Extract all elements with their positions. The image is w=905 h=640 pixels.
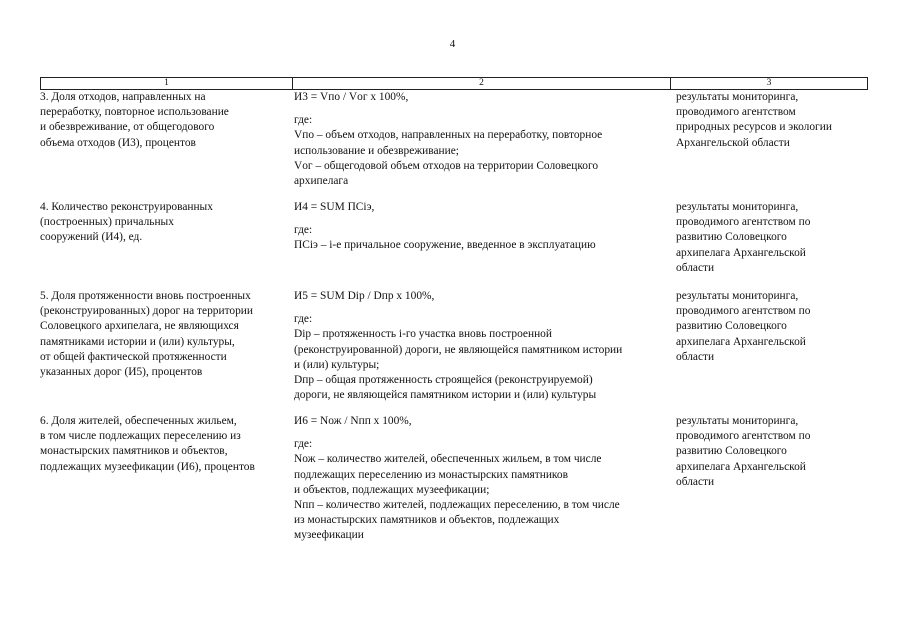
formula-where-line: Nож – количество жителей, обеспеченных жильем, в том числе [294, 453, 602, 466]
source-text-line: результаты мониторинга, [676, 415, 799, 427]
source-cell [676, 414, 866, 490]
indicator-text-line: 4. Количество реконструированных [40, 201, 213, 213]
table-header-col-3: 3 [670, 78, 867, 89]
formula-where-line: подлежащих переселению из монастырских памятников [294, 468, 568, 481]
formula-where-line: Vог – общегодовой объем отходов на территории Соловецкого [294, 159, 599, 172]
source-cell [676, 289, 866, 365]
formula-cell [294, 289, 672, 403]
source-text-line: архипелага Архангельской [676, 460, 806, 473]
formula-where-line: Dпр – общая протяженность строящейся (реконструируемой) [294, 374, 593, 387]
indicator-text-line: (реконструированных) дорог на территории [40, 305, 253, 318]
table-header-col-2: 2 [292, 78, 670, 89]
source-text-line: результаты мониторинга, [676, 201, 799, 213]
indicator-text-line: 3. Доля отходов, направленных на [40, 91, 206, 103]
source-text-line: результаты мониторинга, [676, 290, 799, 302]
source-text-line: развитию Соловецкого [676, 320, 787, 333]
indicator-cell [40, 289, 290, 380]
indicator-text-line: 5. Доля протяженности вновь построенных [40, 290, 251, 302]
formula-cell [294, 414, 672, 544]
source-text-line: области [676, 261, 715, 274]
indicator-text-line: указанных дорог (И5), процентов [40, 366, 203, 379]
source-cell [676, 90, 866, 151]
source-text-line: проводимого агентством по [676, 430, 811, 443]
formula-where-line: использование и обезвреживание; [294, 144, 459, 157]
source-text-line: проводимого агентством по [676, 216, 811, 229]
indicator-text-line: от общей фактической протяженности [40, 350, 227, 363]
table-header-col-1: 1 [164, 78, 169, 88]
formula-where-line: где: [294, 438, 313, 451]
source-text-line: области [676, 350, 715, 363]
indicator-text-line: (построенных) причальных [40, 216, 174, 229]
indicator-text-line: объема отходов (И3), процентов [40, 136, 196, 149]
source-cell [676, 200, 866, 276]
indicator-text-line: в том числе подлежащих переселению из [40, 430, 241, 443]
formula-where-line: (реконструированной) дороги, не являющейся памятником истории [294, 343, 623, 356]
formula-where-line: где: [294, 224, 313, 237]
formula-cell [294, 200, 672, 254]
source-text-line: развитию Соловецкого [676, 445, 787, 458]
indicator-text-line: переработку, повторное использование [40, 106, 229, 119]
formula-where-line: архипелага [294, 175, 349, 188]
formula-where-line: Vпо – объем отходов, направленных на переработку, повторное [294, 129, 603, 142]
formula: И6 = Nож / Nпп х 100%, [294, 415, 412, 427]
indicator-cell [40, 90, 290, 151]
formula-where-line: Nпп – количество жителей, подлежащих переселению, в том числе [294, 499, 620, 512]
formula-where-line: и объектов, подлежащих музеефикации; [294, 483, 490, 496]
formula-where-line: где: [294, 313, 313, 326]
formula: И5 = SUM Dip / Dпр х 100%, [294, 290, 435, 302]
formula-cell [294, 90, 672, 189]
formula-where-line: дороги, не являющейся памятником истории и (или) культуры [294, 389, 597, 402]
indicator-text-line: 6. Доля жителей, обеспеченных жильем, [40, 415, 237, 427]
indicator-text-line: памятниками истории и (или) культуры, [40, 335, 235, 348]
formula-where-line: музеефикации [294, 529, 364, 542]
source-text-line: проводимого агентством [676, 106, 796, 119]
formula: И3 = Vпо / Vог х 100%, [294, 91, 409, 103]
formula: И4 = SUM ПСiэ, [294, 201, 375, 213]
indicator-text-line: Соловецкого архипелага, не являющихся [40, 320, 239, 333]
formula-where-line: Dip – протяженность i-го участка вновь построенной [294, 328, 552, 341]
source-text-line: проводимого агентством по [676, 305, 811, 318]
formula-where-line: из монастырских памятников и объектов, подлежащих [294, 514, 560, 527]
source-text-line: архипелага Архангельской [676, 246, 806, 259]
indicator-cell [40, 200, 290, 246]
source-text-line: результаты мониторинга, [676, 91, 799, 103]
formula-where-line: и (или) культуры; [294, 358, 380, 371]
formula-where-line: ПСiэ – i-е причальное сооружение, введенное в эксплуатацию [294, 239, 596, 252]
source-text-line: архипелага Архангельской [676, 335, 806, 348]
indicator-text-line: сооружений (И4), ед. [40, 231, 143, 244]
indicator-text-line: подлежащих музеефикации (И6), процентов [40, 460, 255, 473]
formula-where-line: где: [294, 114, 313, 127]
page-number: 4 [449, 38, 456, 50]
source-text-line: природных ресурсов и экологии [676, 121, 832, 134]
indicator-text-line: и обезвреживание, от общегодового [40, 121, 215, 134]
source-text-line: области [676, 475, 715, 488]
indicator-text-line: монастырских памятников и объектов, [40, 445, 228, 458]
indicator-cell [40, 414, 290, 475]
source-text-line: Архангельской области [676, 136, 790, 149]
table-header-row [40, 77, 868, 90]
source-text-line: развитию Соловецкого [676, 231, 787, 244]
